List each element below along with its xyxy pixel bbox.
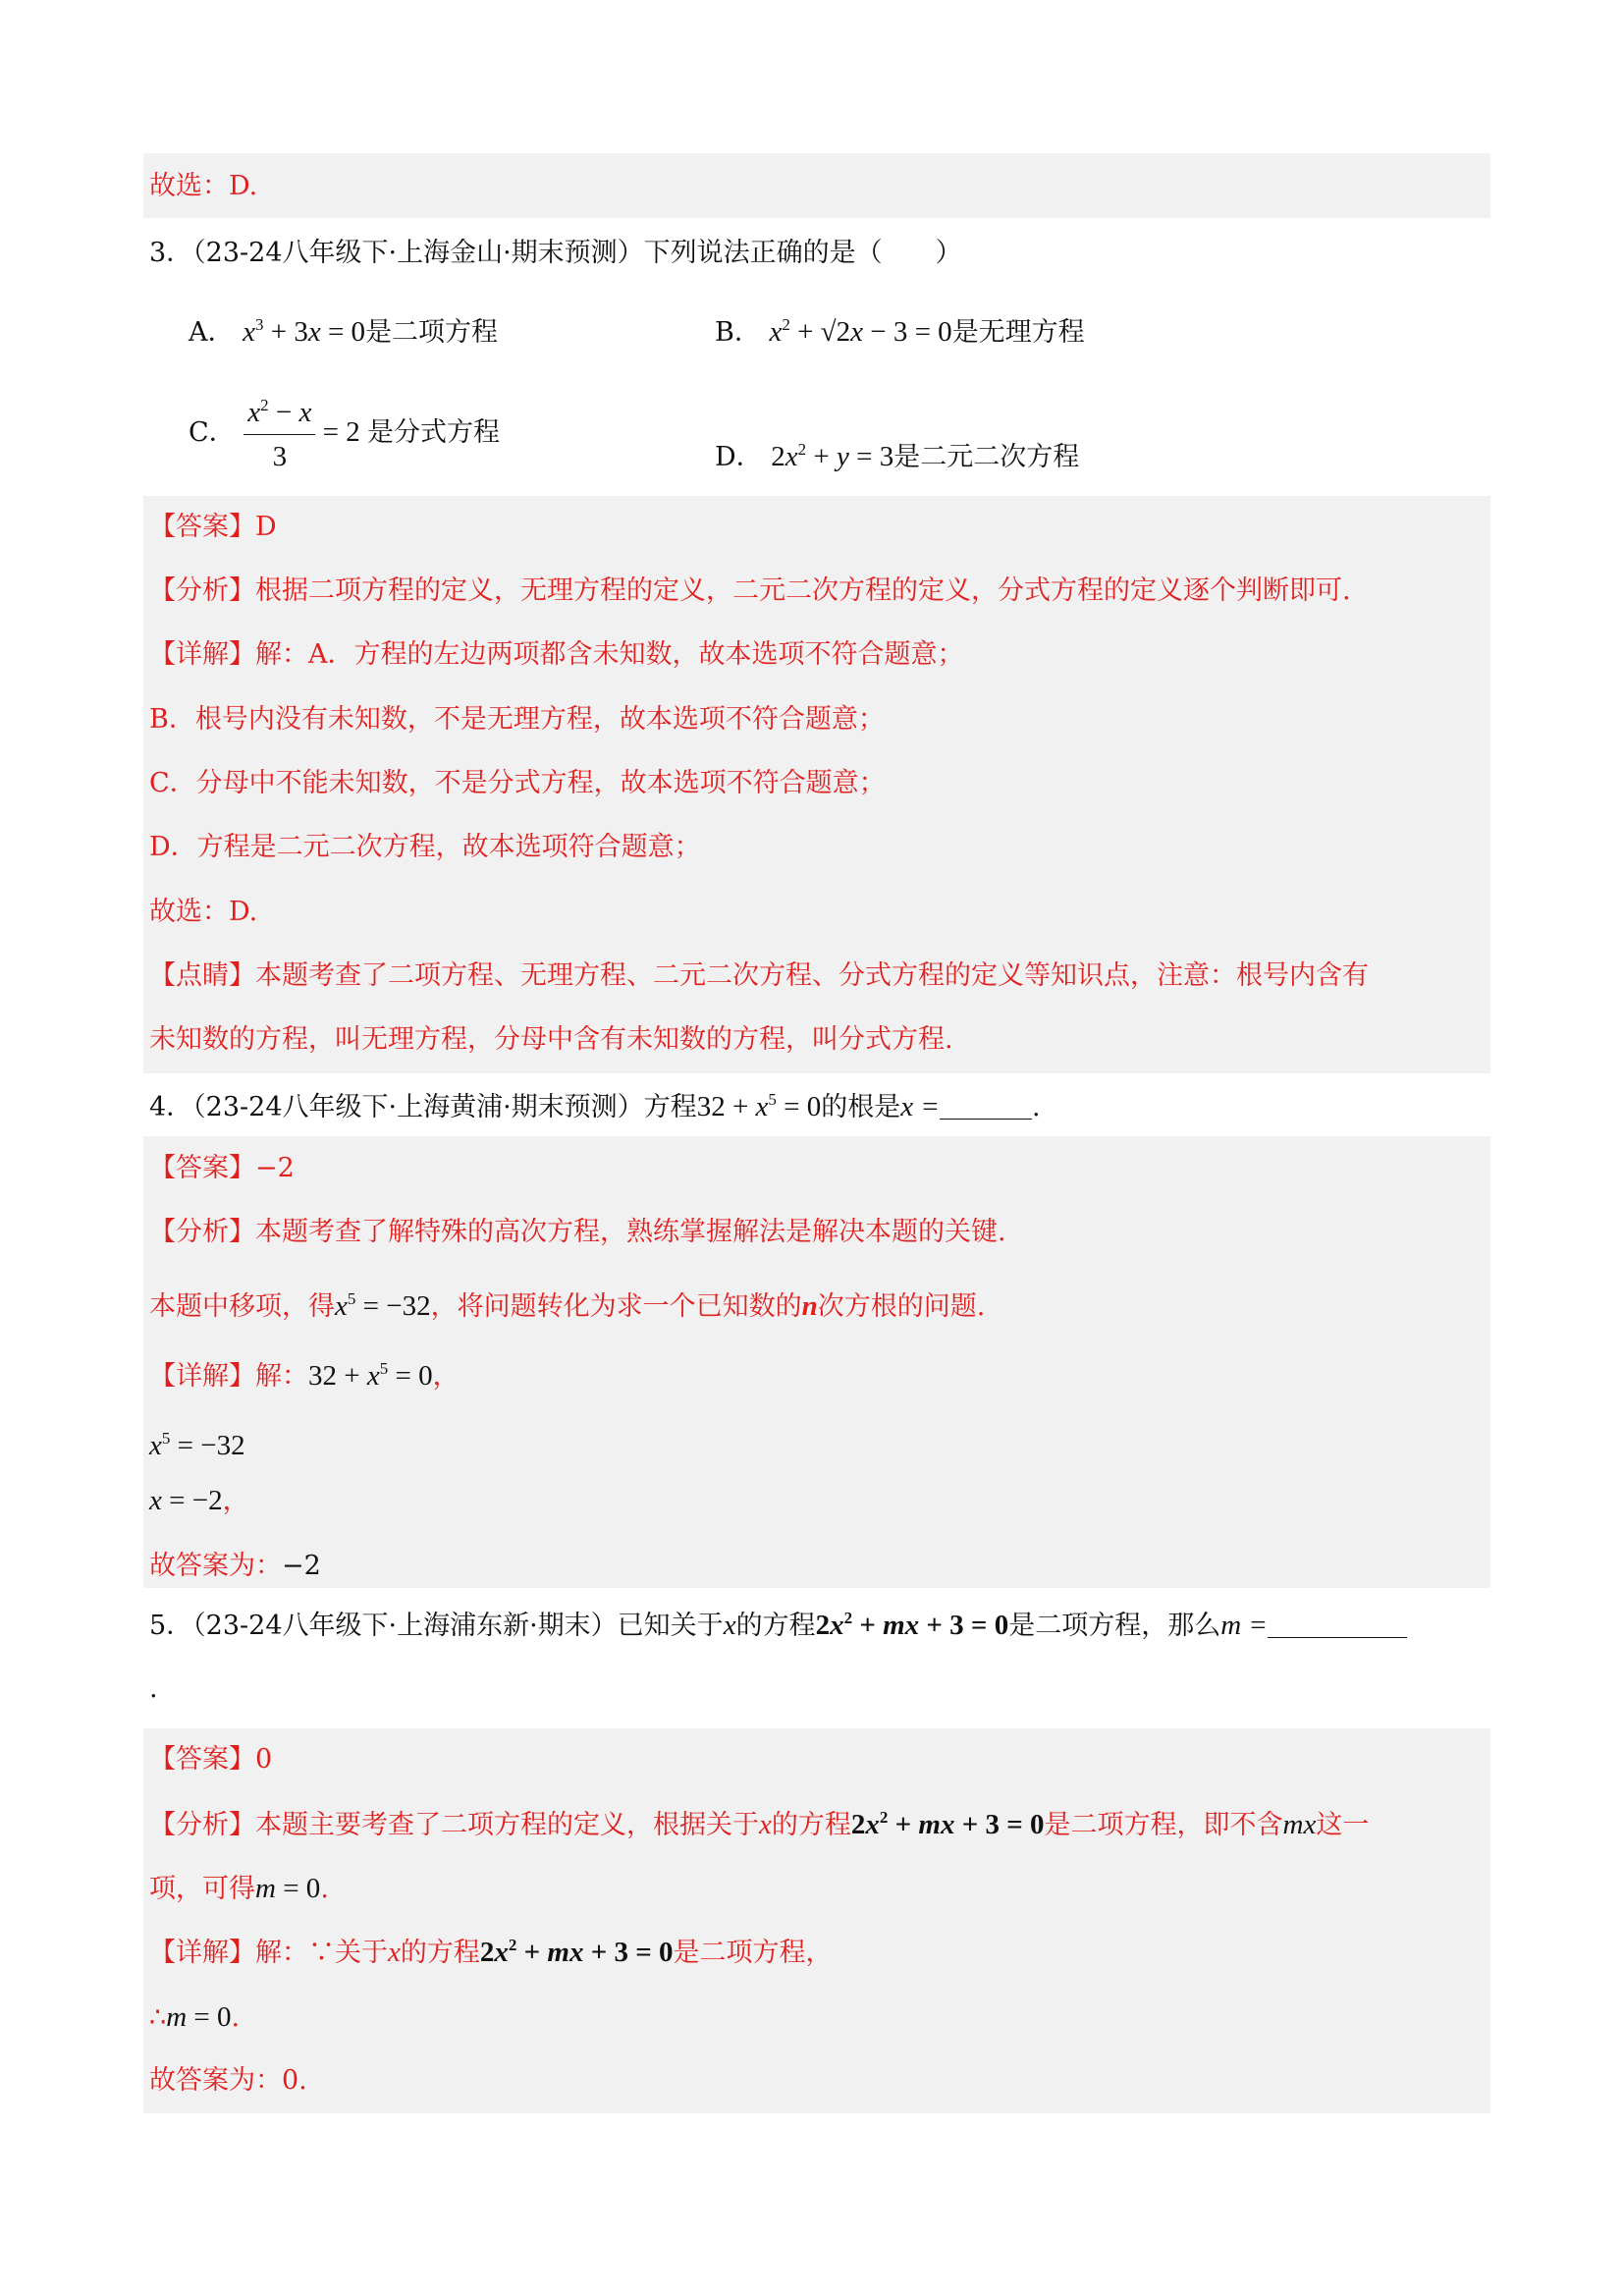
detail-text: 解：A．方程的左边两项都含未知数，故本选项不符合题意； xyxy=(255,639,964,670)
q5-answer xyxy=(149,1740,272,1779)
q4-stem-end: . xyxy=(1031,1092,1041,1122)
analysis-text: ，将问题转化为求一个已知数的 xyxy=(430,1291,802,1322)
q3-option-a xyxy=(189,312,498,353)
analysis-text: 这一 xyxy=(1316,1810,1370,1840)
q4-stem-mid: 的根是 xyxy=(821,1092,901,1122)
option-letter: C． xyxy=(189,417,236,449)
q3-analysis xyxy=(149,572,1351,611)
option-text: 是二元二次方程 xyxy=(893,442,1080,472)
option-text: 是无理方程 xyxy=(951,317,1085,348)
analysis-tag: 【分析】 xyxy=(149,1217,255,1247)
answer-blank xyxy=(1268,1637,1407,1638)
q3-conclusion: 故选：D. xyxy=(149,897,258,927)
analysis-var: n xyxy=(801,1290,818,1322)
answer-tag: 【答案】 xyxy=(149,1744,255,1775)
conclusion-value: −2 xyxy=(282,1551,321,1581)
analysis-text: . xyxy=(320,1874,329,1904)
detail-text: 的方程 xyxy=(400,1938,480,1968)
option-letter: D． xyxy=(715,442,763,472)
q5-stem-text: 的方程 xyxy=(735,1611,816,1641)
detail-math: $32 + x^5 = 0$ xyxy=(308,1359,433,1392)
q4-stem-math: $32 + x^5 = 0$ xyxy=(696,1090,822,1122)
q5-stem-text: 5．（23-24八年级下·上海浦东新·期末）已知关于 xyxy=(149,1611,724,1641)
q4-stem-text: 4．（23-24八年级下·上海黄浦·期末预测）方程 xyxy=(149,1092,697,1122)
answer-value: −2 xyxy=(255,1153,295,1183)
q4-detail xyxy=(149,1356,460,1396)
detail-var: x xyxy=(388,1937,401,1968)
q4-step xyxy=(149,1481,249,1521)
q3-comment-cont: 未知数的方程，叫无理方程，分母中含有未知数的方程，叫分式方程. xyxy=(149,1024,953,1055)
analysis-tag: 【分析】 xyxy=(149,575,255,606)
step-math: x = −2 xyxy=(149,1485,223,1516)
q3-detail xyxy=(149,635,964,675)
q4-stem-var: x = xyxy=(900,1091,940,1122)
analysis-text: 项，可得 xyxy=(149,1874,255,1904)
detail-text: 解：∵关于 xyxy=(255,1938,388,1968)
detail-tag: 【详解】 xyxy=(149,639,255,670)
q4-step xyxy=(149,1426,245,1466)
step-math: m = 0 xyxy=(166,2001,232,2033)
answer-blank xyxy=(940,1119,1032,1120)
option-text: 是分式方程 xyxy=(366,417,500,449)
q5-stem-var: x xyxy=(723,1610,736,1641)
q4-analysis-cont xyxy=(149,1286,985,1327)
analysis-text: 根据二项方程的定义，无理方程的定义，二元二次方程的定义，分式方程的定义逐个判断即可. xyxy=(255,575,1351,606)
comment-text: 本题考查了二项方程、无理方程、二元二次方程、分式方程的定义等知识点，注意：根号内含有 xyxy=(255,960,1369,991)
q3-option-b-math: $x^2 + √2x - 3 = 0$ xyxy=(769,315,952,348)
q3-option-b xyxy=(715,312,1085,353)
q5-step xyxy=(149,1997,240,2038)
detail-tag: 【详解】 xyxy=(149,1361,255,1392)
q3-answer xyxy=(149,508,277,547)
q4-answer xyxy=(149,1149,295,1188)
detail-text: ， xyxy=(432,1361,460,1392)
analysis-tag: 【分析】 xyxy=(149,1810,255,1840)
q4-analysis xyxy=(149,1213,1006,1252)
q5-stem-end: . xyxy=(149,1673,158,1704)
step-prefix: ∴ xyxy=(149,2002,167,2033)
q3-detail-line: C．分母中不能未知数，不是分式方程，故本选项不符合题意； xyxy=(149,768,886,798)
q3-comment xyxy=(149,957,1369,996)
option-letter: B． xyxy=(715,317,761,348)
q5-conclusion: 故答案为：0. xyxy=(149,2065,307,2096)
detail-math: $2x^2$ + mx + 3 = 0 xyxy=(479,1936,674,1968)
q5-stem-text: 是二项方程，那么 xyxy=(1008,1611,1221,1641)
detail-text: 解： xyxy=(255,1361,308,1392)
analysis-math: $2x^2$ + mx + 3 = 0 xyxy=(850,1808,1045,1840)
answer-value: D xyxy=(255,512,277,542)
option-text: 是二项方程 xyxy=(365,317,499,348)
detail-tag: 【详解】 xyxy=(149,1938,255,1968)
analysis-text: 本题中移项，得 xyxy=(149,1291,335,1322)
analysis-math: m = 0 xyxy=(255,1873,321,1904)
q5-analysis-cont xyxy=(149,1869,329,1909)
answer-value: 0 xyxy=(255,1744,273,1775)
analysis-text: 本题考查了解特殊的高次方程，熟练掌握解法是解决本题的关键. xyxy=(255,1217,1006,1247)
q3-stem: 3．（23-24八年级下·上海金山·期末预测）下列说法正确的是（ ） xyxy=(149,238,962,268)
q3-detail-line: D．方程是二元二次方程，故本选项符合题意； xyxy=(149,832,701,862)
prev-conclusion: 故选：D. xyxy=(149,171,258,201)
comment-tag: 【点睛】 xyxy=(149,960,255,991)
prev-answer-block xyxy=(143,153,1490,218)
q5-stem-m: m = xyxy=(1220,1610,1268,1641)
q3-option-c-math: $\frac{x^2 - x}{3}$ = 2 xyxy=(243,416,367,448)
q3-option-d xyxy=(715,437,1079,477)
analysis-math: $x^5 = -32$ xyxy=(335,1289,431,1322)
analysis-text: 本题主要考查了二项方程的定义，根据关于 xyxy=(255,1810,759,1840)
step-end: ， xyxy=(222,1486,249,1516)
q4-stem xyxy=(149,1087,1041,1127)
q3-option-c xyxy=(189,393,500,476)
conclusion-text: 故答案为： xyxy=(149,1551,282,1581)
q5-stem-math: $2x^2$ + mx + 3 = 0 xyxy=(815,1609,1009,1641)
q5-stem xyxy=(149,1606,1407,1646)
step-end: . xyxy=(231,2002,241,2033)
q5-detail xyxy=(149,1933,833,1973)
q5-analysis xyxy=(149,1805,1369,1845)
option-letter: A． xyxy=(189,317,235,348)
q4-conclusion xyxy=(149,1547,321,1586)
analysis-mx: mx xyxy=(1282,1809,1317,1840)
detail-text: 是二项方程， xyxy=(673,1938,833,1968)
analysis-text: 的方程 xyxy=(771,1810,851,1840)
analysis-var: x xyxy=(759,1809,772,1840)
step-math: $x^5 = -32$ xyxy=(149,1429,245,1461)
q3-option-a-math: $x^3 + 3x = 0$ xyxy=(243,315,366,348)
answer-tag: 【答案】 xyxy=(149,512,255,542)
analysis-text: 是二项方程，即不含 xyxy=(1044,1810,1283,1840)
analysis-text: 次方根的问题. xyxy=(817,1291,986,1322)
answer-tag: 【答案】 xyxy=(149,1153,255,1183)
q5-answer-block xyxy=(143,1728,1490,2113)
q3-option-d-math: $2x^2 + y = 3$ xyxy=(771,440,894,472)
q3-detail-line: B．根号内没有未知数，不是无理方程，故本选项不符合题意； xyxy=(149,704,885,735)
